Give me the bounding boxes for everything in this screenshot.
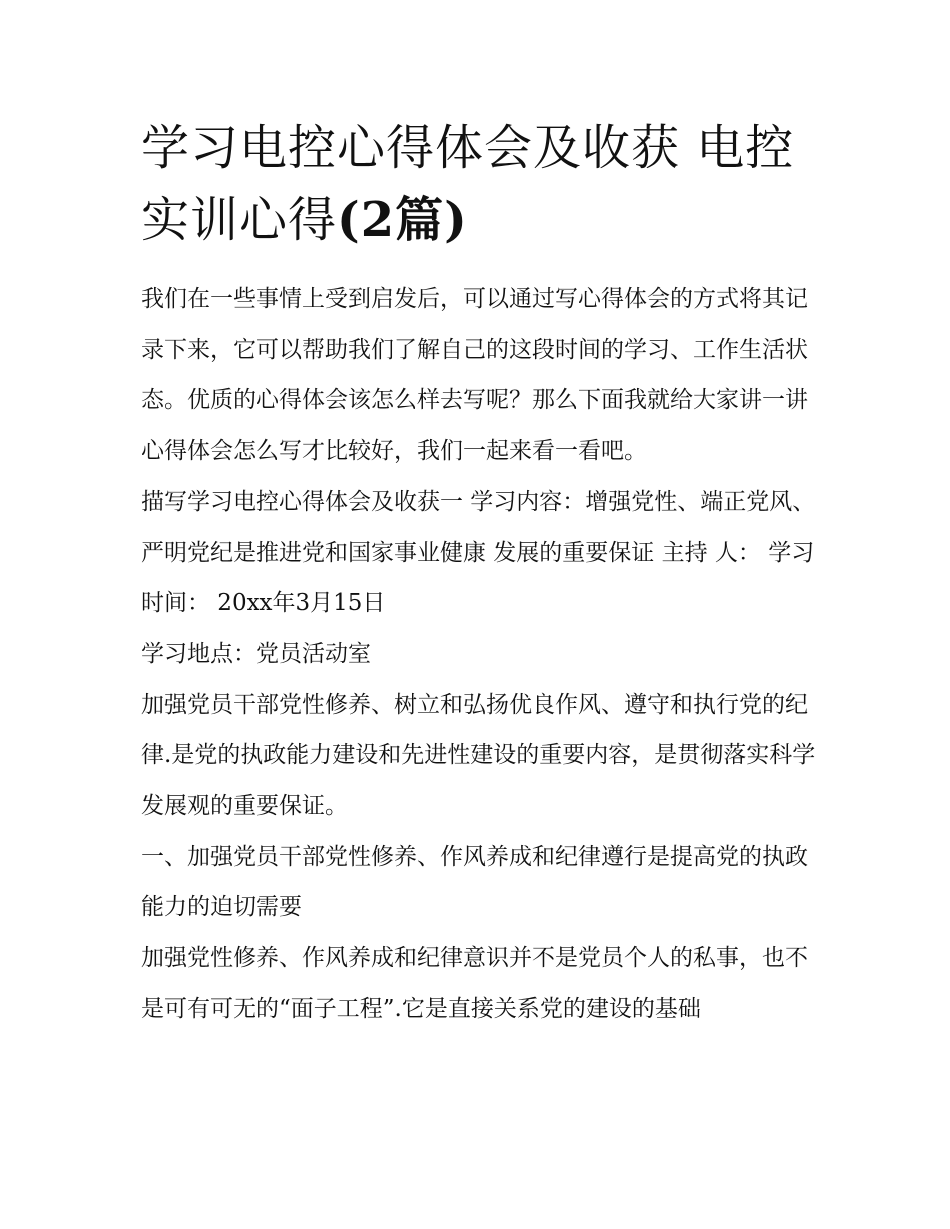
body-paragraph: 加强党员干部党性修养、树立和弘扬优良作风、遵守和执行党的纪律.是党的执政能力建设和先进性建设的重要内容，是贯彻落实科学发展观的重要保证。 — [141, 691, 816, 820]
document-title-main: 学习电控心得体会及收获 电控实训心得 — [141, 120, 795, 248]
body-paragraph-continued: 加强党性修养、作风养成和纪律意识并不是党员个人的私事，也不是可有可无的“面子工程”.它是直接关系党的建设的基础 — [141, 945, 808, 1022]
section-heading-one: 一、加强党员干部党性修养、作风养成和纪律遵行是提高党的执政能力的迫切需要 — [141, 843, 808, 921]
document-title-suffix: (2篇) — [337, 192, 468, 248]
intro-paragraph: 我们在一些事情上受到启发后，可以通过写心得体会的方式将其记录下来，它可以帮助我们了解自己的这段时间的学习、工作生活状态。优质的心得体会该怎么样去写呢？那么下面我就给大家讲一讲心得体会怎么写才比较好，我们一起来看一看吧。 — [141, 286, 808, 465]
document-page — [141, 112, 821, 1035]
document-title — [141, 112, 821, 256]
study-location-paragraph: 学习地点：党员活动室 — [141, 640, 371, 667]
document-body — [141, 274, 821, 1035]
study-content-paragraph: 描写学习电控心得体会及收获一 学习内容：增强党性、端正党风、严明党纪是推进党和国家事业健康 发展的重要保证 主持 人： 学习时间： 20xx年3月15日 — [141, 488, 816, 617]
